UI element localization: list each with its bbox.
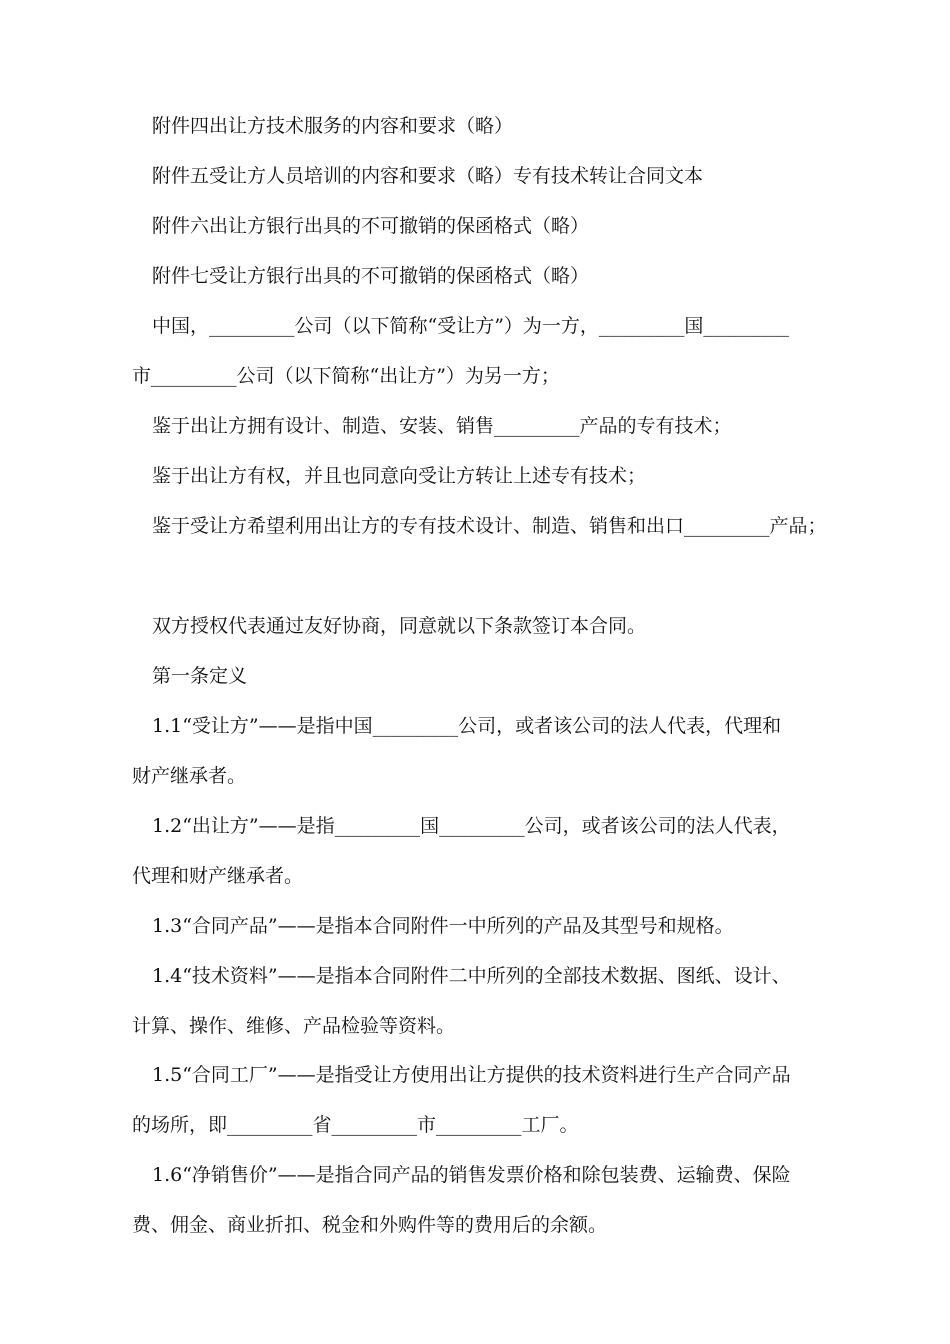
- whereas-line-2: 鉴于出让方有权，并且也同意向受让方转让上述专有技术；: [152, 465, 647, 487]
- clause-1-4-line-2: 计算、操作、维修、产品检验等资料。: [132, 1015, 456, 1037]
- annex-4-line: 附件四出让方技术服务的内容和要求（略）: [152, 115, 514, 137]
- clause-1-3-line: 1.3“合同产品”——是指本合同附件一中所列的产品及其型号和规格。: [152, 915, 734, 937]
- parties-line-1: 中国，_________公司（以下简称“受让方”）为一方，_________国_________: [152, 315, 789, 337]
- annex-5-line: 附件五受让方人员培训的内容和要求（略）专有技术转让合同文本: [152, 165, 704, 187]
- clause-1-6-line-1: 1.6“净销售价”——是指合同产品的销售发票价格和除包装费、运输费、保险: [152, 1164, 791, 1186]
- agreement-line: 双方授权代表通过友好协商，同意就以下条款签订本合同。: [152, 615, 647, 637]
- whereas-line-1: 鉴于出让方拥有设计、制造、安装、销售_________产品的专有技术；: [152, 415, 732, 437]
- whereas-line-3: 鉴于受让方希望利用出让方的专有技术设计、制造、销售和出口_________产品；: [152, 515, 827, 537]
- clause-1-6-line-2: 费、佣金、商业折扣、税金和外购件等的费用后的余额。: [132, 1214, 608, 1236]
- clause-1-1-line-1: 1.1“受让方”——是指中国_________公司，或者该公司的法人代表，代理和: [152, 715, 782, 737]
- article-1-heading: 第一条定义: [152, 665, 248, 687]
- clause-1-2-line-2: 代理和财产继承者。: [132, 865, 304, 887]
- clause-1-5-line-2: 的场所，即_________省_________市_________工厂。: [132, 1114, 579, 1136]
- clause-1-5-line-1: 1.5“合同工厂”——是指受让方使用出让方提供的技术资料进行生产合同产品: [152, 1064, 791, 1086]
- parties-line-2: 市_________公司（以下简称“出让方”）为另一方；: [132, 365, 560, 387]
- annex-7-line: 附件七受让方银行出具的不可撤销的保函格式（略）: [152, 265, 590, 287]
- clause-1-4-line-1: 1.4“技术资料”——是指本合同附件二中所列的全部技术数据、图纸、设计、: [152, 965, 791, 987]
- clause-1-1-line-2: 财产继承者。: [132, 765, 247, 787]
- clause-1-2-line-1: 1.2“出让方”——是指_________国_________公司，或者该公司的法人代表，: [152, 815, 791, 837]
- annex-6-line: 附件六出让方银行出具的不可撤销的保函格式（略）: [152, 215, 590, 237]
